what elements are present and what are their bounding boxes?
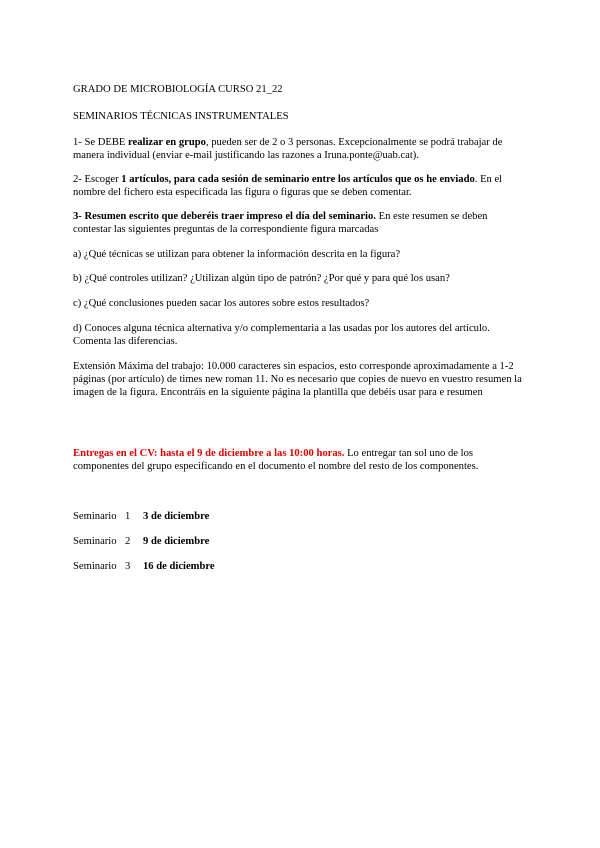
seminar-date: 9 de diciembre (143, 536, 210, 547)
seminar-label: Seminario (73, 511, 117, 522)
seminar-date: 3 de diciembre (143, 511, 210, 522)
seminar-number: 1 (125, 511, 131, 522)
item-1-bold: realizar en grupo (128, 137, 206, 148)
item-3-bold: 3- Resumen escrito que deberéis traer impreso el día del seminario. (73, 211, 376, 222)
item-3-paragraph (73, 210, 528, 236)
item-3-rest: En este resumen se deben contestar las siguientes preguntas de la correspondiente figura marcadas (73, 211, 488, 235)
document-subtitle: SEMINARIOS TÉCNICAS INSTRUMENTALES (73, 111, 289, 122)
question-c: c) ¿Qué conclusiones pueden sacar los autores sobre estos resultados? (73, 298, 370, 309)
question-a: a) ¿Qué técnicas se utilizan para obtener la información descrita en la figura? (73, 249, 401, 260)
seminar-date: 16 de diciembre (143, 561, 215, 572)
item-1-paragraph (73, 136, 528, 162)
seminar-number: 3 (125, 561, 131, 572)
question-d: d) Conoces alguna técnica alternativa y/o complementaria a las usadas por los autores del artículo. Comenta las diferencias. (73, 323, 490, 347)
seminar-number: 2 (125, 536, 131, 547)
delivery-rest: Lo entregar tan sol uno de los componentes del grupo especificando en el documento el nombre del resto de los componentes. (73, 448, 479, 472)
seminar-row (73, 535, 209, 548)
item-1-prefix: 1- Se DEBE (73, 137, 129, 148)
seminar-label: Seminario (73, 536, 117, 547)
delivery-paragraph (73, 447, 528, 473)
item-2-bold: 1 artículos, para cada sesión de seminario entre los artículos que os he enviado (121, 174, 475, 185)
item-2-paragraph (73, 173, 528, 199)
seminar-row (73, 560, 215, 573)
seminar-row (73, 510, 209, 523)
seminar-label: Seminario (73, 561, 117, 572)
item-1-rest: , pueden ser de 2 o 3 personas. Excepcionalmente se podrá trabajar de manera individual (enviar e-mail justificando las razones a Iruna.ponte@uab.cat). (73, 137, 503, 161)
item-2-rest: . En el nombre del fichero esta especificada las figura o figuras que se deben comentar. (73, 174, 503, 198)
document-title: GRADO DE MICROBIOLOGÍA CURSO 21_22 (73, 84, 283, 95)
delivery-deadline: Entregas en el CV: hasta el 9 de diciembre a las 10:00 horas. (73, 448, 345, 459)
extension-paragraph: Extensión Máxima del trabajo: 10.000 caracteres sin espacios, esto corresponde aproximadamente a 1-2 páginas (por artículo) de times new roman 11. No es necesario que copies de nuevo en vuestro resumen la imagen de la figura. Encontráis en la siguiente página la plantilla que debéis usar para e resumen (73, 361, 522, 398)
question-b: b) ¿Qué controles utilizan? ¿Utilizan algún tipo de patrón? ¿Por qué y para qué los usan? (73, 273, 450, 284)
item-2-prefix: 2- Escoger (73, 174, 122, 185)
